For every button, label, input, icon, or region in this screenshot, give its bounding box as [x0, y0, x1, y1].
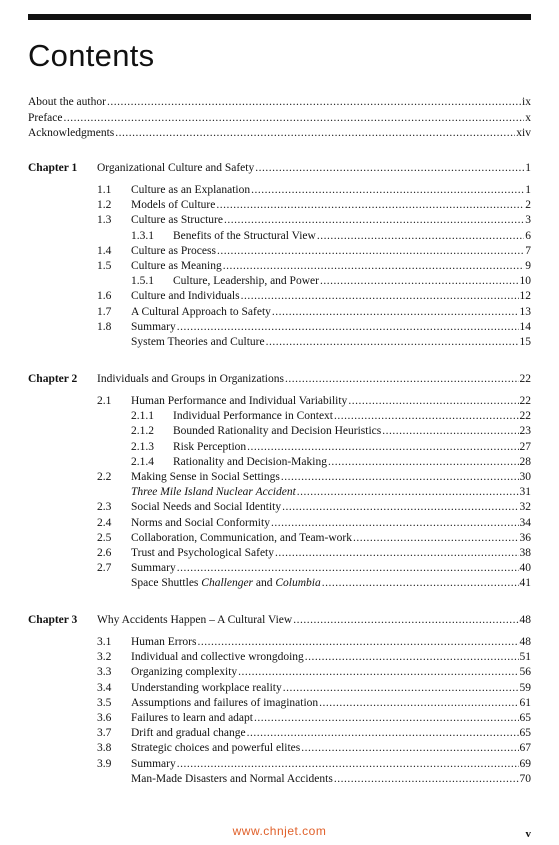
section-entry[interactable]: [131, 394, 531, 408]
section-number: 2.2: [97, 471, 112, 483]
section-entry[interactable]: [131, 650, 531, 664]
entry-page-number: 22: [519, 373, 531, 385]
entry-title-part: Space Shuttles: [131, 577, 202, 590]
entry-title: Strategic choices and powerful elites: [131, 742, 301, 755]
chapter-entry[interactable]: [97, 613, 531, 627]
section-number: 1.3.1: [131, 229, 154, 242]
subsection-entry[interactable]: [173, 455, 531, 469]
entry-title: Individual Performance in Context: [173, 410, 334, 423]
section-entry[interactable]: [131, 681, 531, 695]
section-entry[interactable]: [131, 213, 531, 227]
section-entry[interactable]: [131, 741, 531, 755]
entry-page-number: xiv: [516, 127, 531, 139]
leader-dots: [320, 274, 519, 288]
entry-title: System Theories and Culture: [131, 336, 265, 348]
section-entry[interactable]: [131, 757, 531, 771]
entry-title: Social Needs and Social Identity: [131, 501, 282, 514]
entry-title: Culture as Process: [131, 244, 216, 257]
leader-dots: [285, 372, 519, 386]
entry-page-number: 32: [519, 501, 531, 514]
leader-dots: [317, 229, 524, 243]
leader-dots: [322, 576, 519, 590]
leader-dots: [177, 561, 519, 575]
entry-title: About the author: [28, 96, 106, 108]
leader-dots: [63, 111, 524, 125]
entry-title: Norms and Social Conformity: [131, 516, 270, 529]
section-number: 2.6: [97, 547, 112, 559]
leader-dots: [254, 711, 519, 725]
leader-dots: [297, 485, 519, 499]
entry-title: Three Mile Island Nuclear Accident: [131, 486, 296, 499]
entry-title: Making Sense in Social Settings: [131, 471, 280, 483]
entry-page-number: 59: [519, 681, 531, 694]
section-number: 2.1.2: [131, 425, 154, 438]
entry-page-number: 22: [519, 410, 531, 423]
leader-dots: [247, 440, 518, 454]
entry-title: Organizational Culture and Safety: [97, 162, 255, 174]
section-entry[interactable]: [131, 665, 531, 679]
entry-title: Collaboration, Communication, and Team-work: [131, 531, 352, 544]
leader-dots: [177, 757, 519, 771]
leader-dots: [177, 320, 519, 334]
section-entry[interactable]: [131, 516, 531, 530]
section-number: 2.1.4: [131, 455, 154, 468]
section-entry[interactable]: [131, 335, 531, 349]
front-matter-entry[interactable]: [28, 95, 531, 109]
section-number: 1.8: [97, 320, 112, 333]
chapter-entry[interactable]: [97, 372, 531, 386]
leader-dots: [266, 335, 519, 349]
entry-title: Human Errors: [131, 636, 197, 648]
leader-dots: [223, 259, 525, 273]
entry-title: Individuals and Groups in Organizations: [97, 373, 284, 385]
entry-page-number: 22: [519, 395, 531, 407]
leader-dots: [305, 650, 519, 664]
section-entry[interactable]: [131, 259, 531, 273]
section-entry[interactable]: [131, 576, 531, 590]
leader-dots: [319, 696, 518, 710]
section-entry[interactable]: [131, 696, 531, 710]
leader-dots: [272, 305, 519, 319]
entry-page-number: x: [525, 112, 531, 124]
entry-title: Understanding workplace reality: [131, 681, 282, 694]
section-entry[interactable]: [131, 470, 531, 484]
section-number: 1.5.1: [131, 275, 154, 288]
entry-page-number: 48: [519, 614, 531, 626]
entry-title: Summary: [131, 562, 176, 575]
entry-page-number: 36: [519, 531, 531, 544]
subsection-entry[interactable]: [173, 440, 531, 454]
entry-page-number: 65: [519, 727, 531, 740]
chapter-entry[interactable]: [97, 161, 531, 175]
section-number: 3.1: [97, 636, 112, 648]
entry-title: Culture as Structure: [131, 214, 223, 227]
leader-dots: [301, 741, 518, 755]
entry-title-part: and: [253, 577, 276, 590]
leader-dots: [275, 546, 519, 560]
entry-title: Why Accidents Happen – A Cultural View: [97, 614, 293, 626]
leader-dots: [348, 394, 518, 408]
section-number: 3.9: [97, 757, 112, 770]
entry-page-number: 12: [519, 290, 531, 303]
section-number: 2.1.3: [131, 440, 154, 453]
section-number: 1.2: [97, 199, 112, 212]
entry-page-number: 15: [519, 336, 531, 348]
page-title: Contents: [28, 38, 155, 73]
entry-page-number: 67: [519, 742, 531, 755]
entry-page-number: 10: [519, 275, 531, 288]
section-number: 1.6: [97, 290, 112, 303]
entry-page-number: 38: [519, 547, 531, 559]
leader-dots: [107, 95, 521, 109]
entry-page-number: 9: [525, 260, 531, 272]
leader-dots: [283, 681, 519, 695]
section-number: 2.1: [97, 395, 112, 407]
leader-dots: [271, 516, 519, 530]
entry-title: Summary: [131, 757, 176, 770]
leader-dots: [334, 772, 519, 786]
entry-title: Summary: [131, 320, 176, 333]
entry-title: Failures to learn and adapt: [131, 712, 253, 724]
entry-title: Trust and Psychological Safety: [131, 547, 274, 559]
entry-page-number: 3: [525, 214, 531, 227]
entry-page-number: 23: [519, 425, 531, 438]
entry-page-number: 28: [519, 455, 531, 468]
entry-page-number: 7: [525, 244, 531, 257]
section-number: 1.3: [97, 214, 112, 227]
section-entry[interactable]: [131, 635, 531, 649]
leader-dots: [255, 161, 524, 175]
chapter-label: Chapter 2: [28, 373, 78, 385]
entry-title: Models of Culture: [131, 199, 216, 212]
entry-page-number: 1: [525, 184, 531, 196]
leader-dots: [224, 213, 524, 227]
section-number: 3.4: [97, 681, 112, 694]
entry-title: Culture and Individuals: [131, 290, 240, 303]
section-number: 3.7: [97, 727, 112, 740]
entry-page-number: 41: [519, 577, 531, 590]
entry-title-part: Columbia: [275, 577, 321, 590]
section-number: 1.7: [97, 305, 112, 318]
leader-dots: [282, 500, 518, 514]
section-entry[interactable]: [131, 546, 531, 560]
front-matter-entry[interactable]: [28, 126, 531, 140]
entry-page-number: 51: [519, 651, 531, 664]
entry-title-part: Challenger: [201, 577, 254, 590]
subsection-entry[interactable]: [173, 424, 531, 438]
entry-title: Organizing complexity: [131, 666, 238, 679]
leader-dots: [353, 531, 519, 545]
entry-title: Human Performance and Individual Variability: [131, 395, 348, 407]
section-entry[interactable]: [131, 244, 531, 258]
entry-title: Risk Perception: [173, 440, 247, 453]
section-number: 1.5: [97, 260, 112, 272]
entry-title: Rationality and Decision-Making: [173, 455, 327, 468]
section-number: 1.1: [97, 184, 112, 196]
section-entry[interactable]: [131, 485, 531, 499]
section-entry[interactable]: [131, 531, 531, 545]
section-number: 3.5: [97, 696, 112, 709]
section-number: 3.6: [97, 712, 112, 724]
section-entry[interactable]: [131, 772, 531, 786]
section-entry[interactable]: [131, 305, 531, 319]
entry-page-number: 48: [519, 636, 531, 648]
entry-page-number: 61: [519, 696, 531, 709]
entry-page-number: 56: [519, 666, 531, 679]
leader-dots: [293, 613, 518, 627]
section-number: 3.8: [97, 742, 112, 755]
entry-title: Culture, Leadership, and Power: [173, 275, 319, 288]
entry-title: Benefits of the Structural View: [173, 229, 316, 242]
leader-dots: [281, 470, 519, 484]
entry-page-number: 14: [519, 320, 531, 333]
section-entry[interactable]: [131, 561, 531, 575]
entry-title: Individual and collective wrongdoing: [131, 651, 304, 664]
leader-dots: [217, 244, 524, 258]
section-number: 3.2: [97, 651, 112, 664]
entry-title: Assumptions and failures of imagination: [131, 696, 319, 709]
entry-page-number: 13: [519, 305, 531, 318]
entry-page-number: 6: [525, 229, 531, 242]
section-entry[interactable]: [131, 198, 531, 212]
subsection-entry[interactable]: [173, 229, 531, 243]
section-entry[interactable]: [131, 726, 531, 740]
entry-title: Culture as an Explanation: [131, 184, 251, 196]
leader-dots: [247, 726, 519, 740]
entry-page-number: ix: [522, 96, 531, 108]
section-entry[interactable]: [131, 320, 531, 334]
section-number: 2.1.1: [131, 410, 154, 423]
chapter-label: Chapter 1: [28, 162, 78, 174]
entry-title: Preface: [28, 112, 63, 124]
leader-dots: [328, 455, 519, 469]
entry-page-number: 31: [519, 486, 531, 499]
leader-dots: [382, 424, 518, 438]
entry-page-number: 30: [519, 471, 531, 483]
leader-dots: [241, 289, 519, 303]
section-number: 2.7: [97, 562, 112, 575]
leader-dots: [238, 665, 518, 679]
entry-page-number: 40: [519, 562, 531, 575]
watermark: www.chnjet.com: [232, 824, 327, 838]
entry-title: Acknowledgments: [28, 127, 115, 139]
entry-page-number: 65: [519, 712, 531, 724]
entry-title: Man-Made Disasters and Normal Accidents: [131, 772, 333, 785]
section-entry[interactable]: [131, 711, 531, 725]
entry-page-number: 70: [519, 772, 531, 785]
top-rule: [28, 14, 531, 20]
front-matter-entry[interactable]: [28, 111, 531, 125]
leader-dots: [251, 183, 524, 197]
chapter-label: Chapter 3: [28, 614, 78, 626]
entry-title: [131, 576, 321, 590]
subsection-entry[interactable]: [173, 274, 531, 288]
entry-page-number: 69: [519, 757, 531, 770]
section-number: 2.5: [97, 531, 112, 544]
entry-page-number: 27: [519, 440, 531, 453]
section-number: 3.3: [97, 666, 112, 679]
page-number: v: [525, 828, 531, 840]
section-entry[interactable]: [131, 289, 531, 303]
section-number: 2.3: [97, 501, 112, 514]
entry-title: Drift and gradual change: [131, 727, 246, 740]
entry-title: Bounded Rationality and Decision Heuristics: [173, 425, 382, 438]
entry-page-number: 1: [525, 162, 531, 174]
section-number: 1.4: [97, 244, 112, 257]
entry-page-number: 34: [519, 516, 531, 529]
entry-title: A Cultural Approach to Safety: [131, 305, 271, 318]
entry-page-number: 2: [525, 199, 531, 212]
leader-dots: [334, 409, 518, 423]
leader-dots: [216, 198, 524, 212]
subsection-entry[interactable]: [173, 409, 531, 423]
leader-dots: [197, 635, 518, 649]
leader-dots: [115, 126, 515, 140]
section-number: 2.4: [97, 516, 112, 529]
section-entry[interactable]: [131, 183, 531, 197]
section-entry[interactable]: [131, 500, 531, 514]
entry-title: Culture as Meaning: [131, 260, 222, 272]
